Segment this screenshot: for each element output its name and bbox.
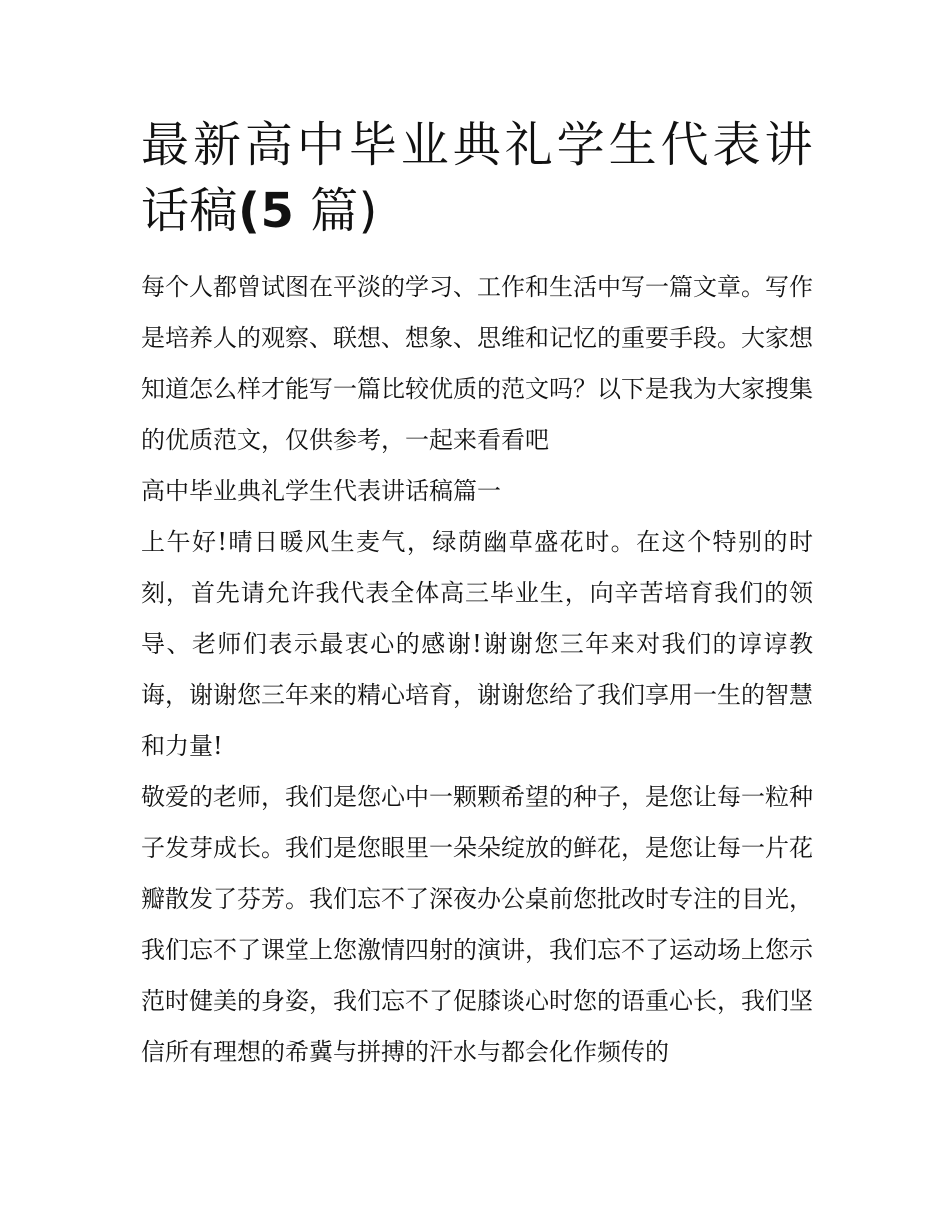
document-body [141,262,813,1078]
title-number: 5 [260,183,295,239]
title-paren-open: ( [238,183,261,239]
title-text: 最新高中毕业典礼学生代表讲话稿 [141,117,813,239]
body-paragraph-2: 敬爱的老师，我们是您心中一颗颗希望的种子，是您让每一粒种子发芽成长。我们是您眼里一朵朵绽放的鲜花，是您让每一片花瓣散发了芬芳。我们忘不了深夜办公桌前您批改时专注的目光，我们忘不了课堂上您激情四射的演讲，我们忘不了运动场上您示范时健美的身姿，我们忘不了促膝谈心时您的语重心长，我们坚信所有理想的希冀与拼搏的汗水与都会化作频传的 [141,783,813,1066]
intro-paragraph: 每个人都曾试图在平淡的学习、工作和生活中写一篇文章。写作是培养人的观察、联想、想象、思维和记忆的重要手段。大家想知道怎么样才能写一篇比较优质的范文吗？以下是我为大家搜集的优质范文，仅供参考，一起来看看吧 [141,273,813,454]
section-heading: 高中毕业典礼学生代表讲话稿篇一 [141,477,501,505]
document-title [141,112,813,244]
document-page [141,112,813,1078]
title-suffix: 篇) [294,183,378,239]
body-paragraph-1: 上午好!晴日暖风生麦气，绿荫幽草盛花时。在这个特别的时刻，首先请允许我代表全体高三毕业生，向辛苦培育我们的领导、老师们表示最衷心的感谢!谢谢您三年来对我们的谆谆教诲，谢谢您三年来的精心培育，谢谢您给了我们享用一生的智慧和力量! [141,528,813,760]
